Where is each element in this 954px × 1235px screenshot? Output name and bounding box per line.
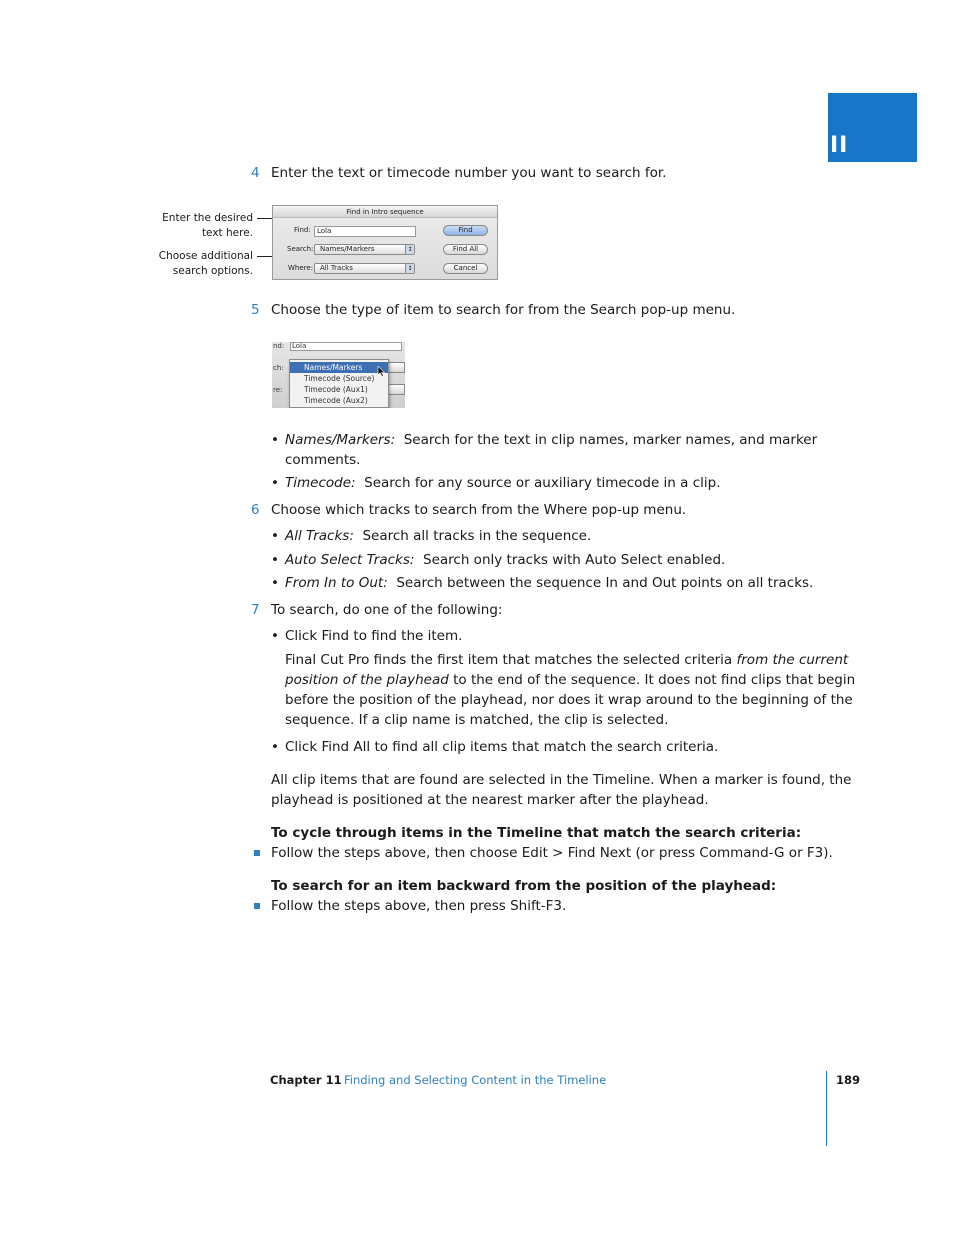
find-button[interactable]: Find bbox=[443, 225, 488, 236]
cursor-arrow-icon bbox=[377, 366, 385, 377]
search-type-desc: Search for the text in clip names, marker names, and marker bbox=[403, 432, 818, 448]
cancel-button[interactable]: Cancel bbox=[443, 263, 488, 274]
menu-item-names-markers[interactable]: Names/Markers bbox=[290, 362, 388, 373]
chapter-tab-label: II bbox=[830, 133, 849, 158]
bullet-dot: • bbox=[271, 528, 279, 544]
bullet-dot: • bbox=[271, 432, 279, 448]
where-option-desc: Search all tracks in the sequence. bbox=[362, 528, 592, 544]
step-number: 5 bbox=[251, 302, 260, 318]
step-text: Choose the type of item to search for from the Search pop-up menu. bbox=[271, 302, 736, 318]
footer-chapter: Chapter 11 bbox=[270, 1073, 342, 1087]
where-option-term: From In to Out: bbox=[285, 575, 388, 591]
search-type-term: Names/Markers: bbox=[285, 432, 396, 448]
summary-line: playhead is positioned at the nearest marker after the playhead. bbox=[271, 792, 709, 808]
partial-where-label: re: bbox=[273, 386, 283, 394]
where-option-item bbox=[285, 550, 725, 570]
summary-line: All clip items that are found are selected in the Timeline. When a marker is found, the bbox=[271, 772, 852, 788]
dialog-title: Find in Intro sequence bbox=[346, 208, 424, 216]
find-detail-line bbox=[285, 650, 848, 670]
task-step: Follow the steps above, then press Shift-F3. bbox=[271, 898, 567, 914]
step-text: Enter the text or timecode number you want to search for. bbox=[271, 165, 667, 181]
search-popup-value: Names/Markers bbox=[320, 245, 375, 253]
task-heading: To search for an item backward from the position of the playhead: bbox=[271, 878, 777, 894]
bullet-dot: • bbox=[271, 628, 279, 644]
search-menu-screenshot bbox=[272, 342, 405, 408]
callout-find-line1: Enter the desired bbox=[162, 212, 253, 224]
search-popup-menu bbox=[289, 359, 389, 408]
callout-options-line1: Choose additional bbox=[158, 250, 253, 262]
where-popup[interactable] bbox=[314, 263, 415, 274]
where-option-item bbox=[285, 573, 813, 593]
partial-find-label: nd: bbox=[273, 342, 285, 350]
where-popup-value: All Tracks bbox=[320, 264, 353, 272]
square-bullet-icon bbox=[254, 903, 260, 909]
find-detail-line bbox=[285, 670, 855, 690]
where-option-desc: Search between the sequence In and Out points on all tracks. bbox=[396, 575, 814, 591]
where-option-term: Auto Select Tracks: bbox=[285, 552, 415, 568]
search-label: Search: bbox=[287, 245, 314, 253]
where-option-item bbox=[285, 526, 591, 546]
find-detail-line: before the position of the playhead, nor does it wrap around to the beginning of the bbox=[285, 692, 853, 708]
footer-divider bbox=[826, 1071, 827, 1146]
find-detail-emphasis: from the current bbox=[736, 652, 849, 668]
callout-find-line2: text here. bbox=[201, 227, 253, 239]
callout-options bbox=[150, 249, 253, 279]
step-text: Choose which tracks to search from the Where pop-up menu. bbox=[271, 502, 687, 518]
step-number: 4 bbox=[251, 165, 260, 181]
partial-search-label: ch: bbox=[273, 364, 284, 372]
partial-find-field: Lola bbox=[290, 342, 402, 351]
menu-item-timecode-source[interactable]: Timecode (Source) bbox=[304, 374, 375, 383]
find-detail-text: Final Cut Pro finds the first item that matches the selected criteria bbox=[285, 652, 733, 668]
search-type-desc: Search for any source or auxiliary timecode in a clip. bbox=[364, 475, 721, 491]
search-type-item bbox=[285, 473, 720, 493]
step-text: To search, do one of the following: bbox=[271, 602, 503, 618]
menu-item-timecode-aux1[interactable]: Timecode (Aux1) bbox=[304, 385, 368, 394]
menu-item-timecode-aux2[interactable]: Timecode (Aux2) bbox=[304, 396, 368, 405]
footer-chapter-title[interactable]: Finding and Selecting Content in the Timeline bbox=[344, 1073, 607, 1087]
find-dialog-screenshot bbox=[272, 205, 498, 280]
find-option-click-find-all: Click Find All to find all clip items that match the search criteria. bbox=[285, 739, 719, 755]
callout-options-line2: search options. bbox=[172, 265, 253, 277]
bullet-dot: • bbox=[271, 552, 279, 568]
find-option-click-find: Click Find to find the item. bbox=[285, 628, 463, 644]
find-label: Find: bbox=[294, 226, 311, 234]
find-all-button[interactable]: Find All bbox=[443, 244, 488, 255]
popup-arrows-icon: ↕ bbox=[405, 245, 414, 254]
search-popup[interactable] bbox=[314, 244, 415, 255]
search-type-item bbox=[285, 430, 817, 450]
find-input[interactable]: Lola bbox=[314, 226, 416, 237]
where-option-term: All Tracks: bbox=[285, 528, 354, 544]
search-type-term: Timecode: bbox=[285, 475, 356, 491]
find-detail-emphasis: position of the playhead bbox=[285, 672, 449, 688]
square-bullet-icon bbox=[254, 850, 260, 856]
bullet-dot: • bbox=[271, 739, 279, 755]
where-option-desc: Search only tracks with Auto Select enabled. bbox=[423, 552, 726, 568]
task-step: Follow the steps above, then choose Edit > Find Next (or press Command-G or F3). bbox=[271, 845, 833, 861]
step-number: 6 bbox=[251, 502, 260, 518]
callout-find bbox=[150, 211, 253, 241]
task-heading: To cycle through items in the Timeline that match the search criteria: bbox=[271, 825, 802, 841]
page-number: 189 bbox=[836, 1073, 861, 1087]
step-number: 7 bbox=[251, 602, 260, 618]
find-detail-line: sequence. If a clip name is matched, the clip is selected. bbox=[285, 712, 669, 728]
bullet-dot: • bbox=[271, 475, 279, 491]
where-label: Where: bbox=[288, 264, 314, 272]
popup-arrows-icon: ↕ bbox=[405, 264, 414, 273]
bullet-dot: • bbox=[271, 575, 279, 591]
search-type-desc-cont: comments. bbox=[285, 452, 361, 468]
find-detail-text: to the end of the sequence. It does not find clips that begin bbox=[453, 672, 856, 688]
